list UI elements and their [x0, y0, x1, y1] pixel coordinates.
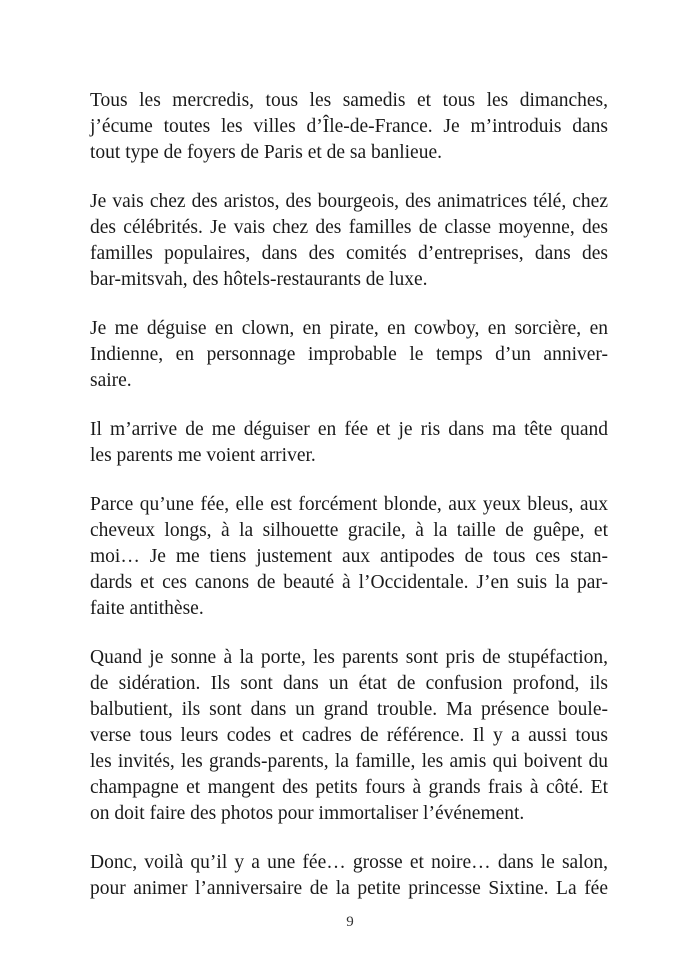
- text-line: familles populaires, dans des comités d’entreprises, dans des: [90, 243, 608, 264]
- paragraph-7: [90, 850, 608, 902]
- text-line: Parce qu’une fée, elle est forcément blonde, aux yeux bleus, aux: [90, 494, 608, 515]
- paragraph-4: [90, 417, 608, 469]
- text-line: Je vais chez des aristos, des bourgeois, des animatrices télé, chez: [90, 191, 608, 212]
- text-line: Il m’arrive de me déguiser en fée et je ris dans ma tête quand: [90, 419, 608, 440]
- text-line: les invités, les grands-parents, la famille, les amis qui boivent du: [90, 751, 608, 772]
- paragraph-5: [90, 492, 608, 622]
- page-body: [90, 88, 608, 925]
- text-line: tout type de foyers de Paris et de sa banlieue.: [90, 142, 442, 163]
- text-line: bar-mitsvah, des hôtels-restaurants de luxe.: [90, 269, 428, 290]
- text-line: j’écume toutes les villes d’Île-de-France. Je m’introduis dans: [90, 116, 608, 137]
- text-line: Quand je sonne à la porte, les parents sont pris de stupéfaction,: [90, 647, 608, 668]
- text-line: de sidération. Ils sont dans un état de confusion profond, ils: [90, 673, 608, 694]
- text-line: champagne et mangent des petits fours à grands frais à côté. Et: [90, 777, 608, 798]
- text-line: Je me déguise en clown, en pirate, en cowboy, en sorcière, en: [90, 318, 608, 339]
- text-line: faite antithèse.: [90, 598, 204, 619]
- text-line: les parents me voient arriver.: [90, 445, 316, 466]
- paragraph-3: [90, 316, 608, 394]
- text-line: Tous les mercredis, tous les samedis et tous les dimanches,: [90, 90, 608, 111]
- page-number: 9: [346, 914, 354, 930]
- text-line: Donc, voilà qu’il y a une fée… grosse et noire… dans le salon,: [90, 852, 608, 873]
- text-line: moi… Je me tiens justement aux antipodes de tous ces stan-: [90, 546, 608, 567]
- text-line: saire.: [90, 370, 132, 391]
- text-line: balbutient, ils sont dans un grand trouble. Ma présence boule-: [90, 699, 608, 720]
- text-line: on doit faire des photos pour immortaliser l’événement.: [90, 803, 525, 824]
- paragraph-6: [90, 645, 608, 827]
- paragraph-2: [90, 189, 608, 293]
- paragraph-1: [90, 88, 608, 166]
- text-line: verse tous leurs codes et cadres de référence. Il y a aussi tous: [90, 725, 608, 746]
- text-line: Indienne, en personnage improbable le temps d’un anniver-: [90, 344, 608, 365]
- text-line: des célébrités. Je vais chez des familles de classe moyenne, des: [90, 217, 608, 238]
- text-line: dards et ces canons de beauté à l’Occidentale. J’en suis la par-: [90, 572, 608, 593]
- text-line: pour animer l’anniversaire de la petite princesse Sixtine. La fée: [90, 878, 608, 899]
- text-line: cheveux longs, à la silhouette gracile, à la taille de guêpe, et: [90, 520, 608, 541]
